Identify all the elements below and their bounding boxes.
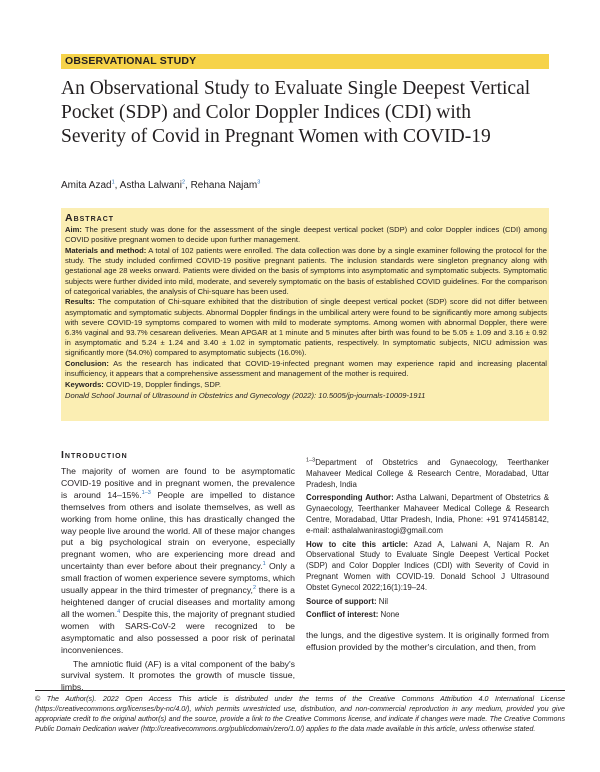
reference-link[interactable]: 2: [252, 585, 257, 592]
intro-continuation: the lungs, and the digestive system. It is originally formed from effusion provided by the mother's circulation, and then, from: [306, 630, 549, 652]
abstract-keywords-label: Keywords:: [65, 380, 104, 390]
abstract-conclusion: [65, 359, 547, 379]
conflict-text: None: [380, 610, 400, 620]
support-text: Nil: [378, 596, 388, 606]
corresponding-label: Corresponding Author:: [306, 493, 394, 503]
author-name: Astha Lalwani: [119, 180, 182, 191]
footer-divider: [35, 690, 565, 691]
source-of-support: [306, 597, 549, 608]
author-name: Rehana Najam: [190, 180, 258, 191]
how-to-cite-text: Azad A, Lalwani A, Najam R. An Observational Study to Evaluate Single Deepest Vertical Pocket (SDP) and Color Doppler Indices (CDI) with Severity of Covid in Pregnant Women with COVID-19. Donald School J Ultrasound Obstet Gynecol 2022;16(1):19–24.: [306, 539, 549, 592]
abstract-results: [65, 297, 547, 358]
reference-link[interactable]: 1–3: [141, 489, 151, 496]
corresponding-text: Astha Lalwani, Department of Obstetrics & Gynaecology, Teerthanker Mahaveer Medical College & Research Centre, Moradabad, Uttar Pradesh, India, Phone: +91 9741458142, e-mail: asthalalwanirastogi@gmail.com: [306, 493, 549, 535]
affiliation: [306, 458, 549, 490]
article-title: An Observational Study to Evaluate Single Deepest Vertical Pocket (SDP) and Color Doppler Indices (CDI) with Severity of Covid in Pregnant Women with COVID-19: [61, 78, 531, 147]
abstract-box: [61, 208, 549, 421]
abstract-results-label: Results:: [65, 297, 95, 307]
abstract-methods: [65, 246, 547, 297]
author-list: Amita Azad$^1$, Astha Lalwani$^2$, Rehana Najam$^3$: [61, 179, 261, 191]
intro-text: People are impelled to distance themselves from others and isolate themselves, as well as working from home online, this has drastically changed the way people live around the world. All of these major changes put a big psychological strain on everyone, especially pregnant women, who are experiencing more dread and uncertainty than ever before about their pregnancy.: [61, 489, 295, 572]
intro-paragraph-2: The amniotic fluid (AF) is a vital component of the baby's survival system. It promotes the growth of muscle tissue, limbs,: [61, 658, 295, 693]
abstract-conclusion-label: Conclusion:: [65, 359, 109, 369]
license-footer: © The Author(s). 2022 Open Access This article is distributed under the terms of the Creative Commons Attribution 4.0 International License (https://creativecommons.org/licenses/by-nc/4.0/), which permits unrestricted use, distribution, and non-commercial reproduction in any medium, provided you give appropriate credit to the original author(s) and the source, provide a link to the Creative Commons license, and indicate if changes were made. The Creative Commons Public Domain Dedication waiver (http://creativecommons.org/publicdomain/zero/1.0/) applies to the data made available in this article, unless otherwise stated.: [35, 695, 565, 733]
intro-text: there is a heightened danger of crucial diseases and mortality among all the women.: [61, 585, 295, 619]
author-affiliation-marker: 2: [181, 179, 185, 186]
author-affiliation-marker: 3: [257, 179, 261, 186]
reference-link[interactable]: 1: [262, 561, 266, 568]
abstract-conclusion-text: As the research has indicated that COVID-19-infected pregnant women may experience rapid and increasing placental insufficiency, it appears that a comprehensive assessment and management of the mother is required.: [65, 359, 547, 379]
abstract-body: [65, 225, 547, 401]
abstract-keywords: [65, 380, 547, 390]
reference-link[interactable]: 4: [117, 608, 121, 615]
support-label: Source of support:: [306, 596, 377, 606]
introduction-heading: Introduction: [61, 449, 128, 461]
abstract-aim-text: The present study was done for the assessment of the single deepest vertical pocket (SDP) and color Doppler indices (CDI) among COVID positive pregnant women to decide upon further management.: [65, 225, 547, 245]
article-info-column: [306, 457, 549, 652]
intro-text: The majority of women are found to be asymptomatic COVID-19 positive and in pregnant women, the prevalence is around 14–15%.: [61, 466, 295, 500]
abstract-aim-label: Aim:: [65, 225, 82, 234]
section-tag-label: OBSERVATIONAL STUDY: [65, 55, 197, 67]
abstract-aim: [65, 225, 547, 245]
affiliation-marker: 1–3: [306, 457, 316, 464]
abstract-results-text: The computation of Chi-square exhibited that the distribution of single deepest vertical pocket (SDP) score did not differ between asymptomatic and symptomatic subjects. Abnormal Doppler findings in the umbilical artery were found to be significantly more among subjects with severe COVID-19 symptoms compared to women with mild to moderate symptoms. Among women with abnormal Doppler, there were 6.3% vaginal and 93.7% cesarean deliveries. Mean APGAR at 1 minute and 5 minutes after birth was found to be 5.05 ± 1.09 and 3.16 ± 0.92 in asymptomatic and 5.24 ± 1.24 and 3.40 ± 1.02 in symptomatic patients, respectively. In symptomatic subjects, NICU admission was significantly more (54.0%) compared to asymptomatic subjects (16.0%).: [65, 297, 547, 358]
intro-text: Only a small fraction of women experience severe symptoms, which usually appear in the third trimester of pregnancy,: [61, 561, 295, 596]
abstract-methods-label: Materials and method:: [65, 245, 147, 255]
author-affiliation-marker: 1: [111, 179, 115, 186]
how-to-cite: [306, 540, 549, 594]
how-to-cite-label: How to cite this article:: [306, 539, 409, 549]
conflict-of-interest: [306, 610, 549, 621]
intro-paragraph-1: [61, 466, 295, 657]
journal-citation: Donald School Journal of Ultrasound in Obstetrics and Gynecology (2022): 10.5005/jp-journals-10009-1911: [65, 390, 426, 400]
section-tag: [61, 54, 549, 69]
introduction-column: [61, 466, 295, 694]
abstract-heading: Abstract: [65, 212, 115, 224]
abstract-keywords-text: COVID-19, Doppler findings, SDP.: [105, 380, 222, 390]
conflict-label: Conflict of interest:: [306, 610, 379, 620]
author-name: Amita Azad: [61, 180, 112, 191]
abstract-methods-text: A total of 102 patients were enrolled. The data collection was done by a single examiner following the protocol for the study. The study included confirmed COVID-19 positive pregnant patients. The inclusion standards were singleton pregnancy along with gestational age 28 weeks onward. Patients were divided on the basis of symptoms into asymptomatic and symptomatic subjects. Symptomatic subjects were further divided into mild, moderate, and severely symptomatic on the basis of established COVID guidelines. For the comparison of categorical variables, the analysis of Chi-square has been used.: [65, 245, 547, 296]
affiliation-text: Department of Obstetrics and Gynaecology, Teerthanker Mahaveer Medical College & Research Centre, Moradabad, Uttar Pradesh, India: [306, 458, 549, 489]
intro-text: Despite this, the majority of pregnant studied women with SARS-CoV-2 were recognized to be asymptomatic and also possessed a poor risk of perinatal inconveniences.: [61, 608, 296, 655]
corresponding-author: [306, 493, 549, 536]
